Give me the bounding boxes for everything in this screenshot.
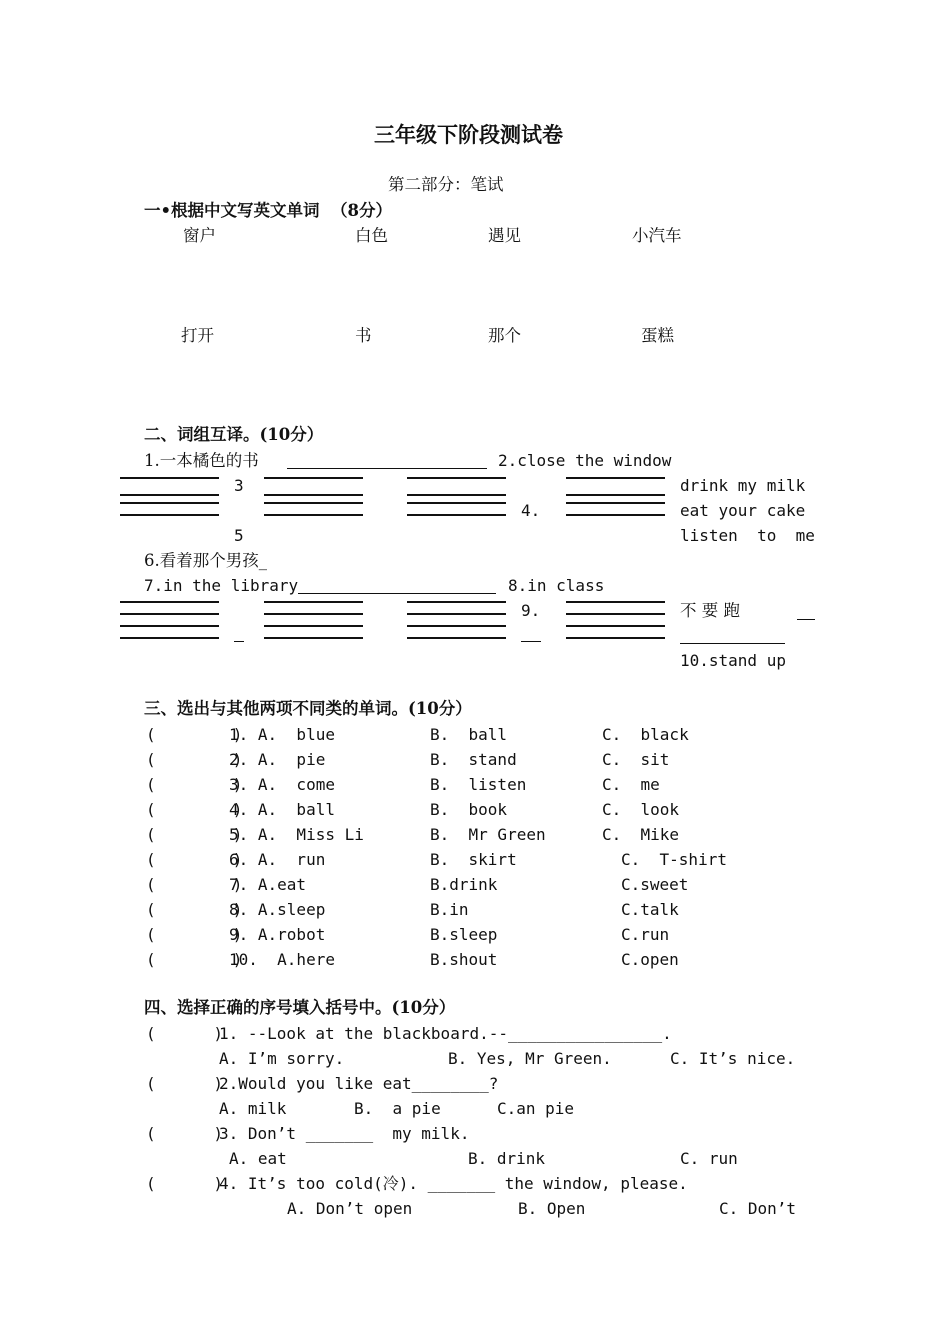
answer-line[interactable]: [566, 601, 665, 603]
answer-line[interactable]: [566, 477, 665, 479]
question-text: 2.Would you like eat________?: [219, 1074, 499, 1093]
choice-c: C.open: [621, 950, 679, 969]
answer-bracket[interactable]: ( ): [146, 725, 243, 744]
choice-number-a: 10. A.here: [229, 950, 335, 969]
answer-line[interactable]: [407, 637, 506, 639]
option-a: A. Don’t open: [287, 1199, 413, 1218]
section4-heading: 四、选择正确的序号填入括号中。(10分）: [144, 998, 456, 1017]
answer-line[interactable]: [407, 502, 506, 504]
choice-c: C.sweet: [621, 875, 689, 894]
answer-bracket[interactable]: ( ): [146, 950, 243, 969]
answer-line[interactable]: [566, 625, 665, 627]
phrase-q1: 1.一本橘色的书: [144, 451, 259, 470]
answer-line[interactable]: [120, 494, 219, 496]
answer-line[interactable]: [566, 494, 665, 496]
word-prompt: 书: [355, 326, 372, 345]
phrase-q3: 3: [234, 476, 244, 495]
answer-line[interactable]: [234, 641, 244, 642]
answer-line[interactable]: [407, 494, 506, 496]
phrase-q10: 10.stand up: [680, 651, 786, 670]
option-b: B. drink: [468, 1149, 546, 1168]
answer-bracket[interactable]: ( ): [146, 1174, 224, 1193]
answer-line[interactable]: [287, 468, 487, 469]
phrase-q5: 5: [234, 526, 244, 545]
answer-line[interactable]: [407, 601, 506, 603]
choice-c: C. sit: [602, 750, 670, 769]
answer-bracket[interactable]: ( ): [146, 825, 243, 844]
option-b: B. Open: [518, 1199, 586, 1218]
word-prompt: 那个: [488, 326, 521, 345]
phrase-q8: 8.in class: [508, 576, 605, 595]
option-c: C. It’s nice.: [670, 1049, 796, 1068]
phrase-option: drink my milk: [680, 476, 806, 495]
answer-line[interactable]: [120, 514, 219, 516]
answer-line[interactable]: [566, 502, 665, 504]
option-c: C. Don’t: [719, 1199, 797, 1218]
section3-heading: 三、选出与其他两项不同类的单词。(10分）: [144, 699, 472, 718]
choice-b: B. listen: [430, 775, 527, 794]
choice-number-a: 8. A.sleep: [229, 900, 326, 919]
word-prompt: 小汽车: [632, 226, 682, 245]
choice-c: C. black: [602, 725, 689, 744]
choice-number-a: 6. A. run: [229, 850, 326, 869]
answer-bracket[interactable]: ( ): [146, 775, 243, 794]
answer-bracket[interactable]: ( ): [146, 800, 243, 819]
answer-line[interactable]: [120, 477, 219, 479]
choice-number-a: 3. A. come: [229, 775, 335, 794]
answer-line[interactable]: [521, 641, 541, 642]
answer-bracket[interactable]: ( ): [146, 750, 243, 769]
option-c: C. run: [680, 1149, 738, 1168]
answer-bracket[interactable]: ( ): [146, 875, 243, 894]
answer-line[interactable]: [680, 643, 785, 644]
answer-bracket[interactable]: ( ): [146, 900, 243, 919]
answer-line[interactable]: [264, 613, 363, 615]
word-prompt: 白色: [355, 226, 388, 245]
answer-line[interactable]: [264, 625, 363, 627]
choice-b: B.drink: [430, 875, 498, 894]
choice-c: C. look: [602, 800, 680, 819]
question-text: 1. --Look at the blackboard.--________________.: [219, 1024, 672, 1043]
answer-line[interactable]: [120, 637, 219, 639]
choice-c: C.talk: [621, 900, 679, 919]
answer-bracket[interactable]: ( ): [146, 925, 243, 944]
answer-bracket[interactable]: ( ): [146, 1024, 224, 1043]
answer-line[interactable]: [264, 601, 363, 603]
phrase-option: eat your cake: [680, 501, 806, 520]
choice-c: C. T-shirt: [621, 850, 727, 869]
word-prompt: 窗户: [183, 226, 216, 245]
choice-number-a: 1. A. blue: [229, 725, 335, 744]
answer-line[interactable]: [566, 514, 665, 516]
answer-line[interactable]: [264, 502, 363, 504]
answer-line[interactable]: [120, 625, 219, 627]
phrase-q9-text: 不 要 跑: [680, 601, 740, 620]
word-prompt: 打开: [181, 326, 214, 345]
answer-line[interactable]: [407, 613, 506, 615]
answer-line[interactable]: [797, 619, 815, 620]
word-prompt: 遇见: [488, 226, 521, 245]
choice-b: B.sleep: [430, 925, 498, 944]
choice-c: C. Mike: [602, 825, 680, 844]
phrase-q2: 2.close the window: [498, 451, 672, 470]
choice-b: B. skirt: [430, 850, 517, 869]
word-prompt: 蛋糕: [641, 326, 674, 345]
answer-line[interactable]: [407, 514, 506, 516]
answer-bracket[interactable]: ( ): [146, 850, 243, 869]
option-b: B. Yes, Mr Green.: [448, 1049, 612, 1068]
section1-heading: 一•根据中文写英文单词 （8分）: [144, 201, 393, 220]
phrase-q4: 4.: [521, 501, 541, 520]
phrase-q9: 9.: [521, 601, 541, 620]
choice-number-a: 9. A.robot: [229, 925, 326, 944]
answer-line[interactable]: [298, 593, 496, 594]
answer-line[interactable]: [264, 637, 363, 639]
choice-c: C.run: [621, 925, 670, 944]
answer-line[interactable]: [566, 613, 665, 615]
answer-line[interactable]: [407, 477, 506, 479]
question-text: 3. Don’t _______ my milk.: [219, 1124, 470, 1143]
option-a: A. I’m sorry.: [219, 1049, 345, 1068]
choice-b: B.shout: [430, 950, 498, 969]
choice-b: B. stand: [430, 750, 517, 769]
answer-line[interactable]: [120, 601, 219, 603]
answer-line[interactable]: [120, 613, 219, 615]
option-c: C.an pie: [497, 1099, 575, 1118]
choice-number-a: 4. A. ball: [229, 800, 335, 819]
choice-number-a: 5. A. Miss Li: [229, 825, 364, 844]
choice-b: B. ball: [430, 725, 508, 744]
answer-bracket[interactable]: ( ): [146, 1124, 224, 1143]
question-text: 4. It’s too cold(冷). _______ the window, please.: [219, 1174, 688, 1193]
answer-line[interactable]: [120, 502, 219, 504]
option-a: A. milk: [219, 1099, 287, 1118]
choice-c: C. me: [602, 775, 660, 794]
section2-heading: 二、词组互译。(10分）: [144, 425, 324, 444]
phrase-option: listen to me: [680, 526, 815, 545]
answer-line[interactable]: [264, 477, 363, 479]
answer-line[interactable]: [407, 625, 506, 627]
page-subtitle: 第二部分：笔试: [388, 175, 504, 194]
choice-number-a: 2. A. pie: [229, 750, 326, 769]
option-b: B. a pie: [354, 1099, 441, 1118]
phrase-q6: 6.看着那个男孩_: [144, 551, 267, 570]
option-a: A. eat: [229, 1149, 287, 1168]
answer-line[interactable]: [264, 514, 363, 516]
choice-number-a: 7. A.eat: [229, 875, 307, 894]
page-title: 三年级下阶段测试卷: [374, 122, 563, 147]
answer-line[interactable]: [264, 494, 363, 496]
phrase-q7: 7.in the library: [144, 576, 299, 595]
choice-b: B. Mr Green: [430, 825, 546, 844]
answer-bracket[interactable]: ( ): [146, 1074, 224, 1093]
choice-b: B.in: [430, 900, 469, 919]
choice-b: B. book: [430, 800, 508, 819]
answer-line[interactable]: [566, 637, 665, 639]
